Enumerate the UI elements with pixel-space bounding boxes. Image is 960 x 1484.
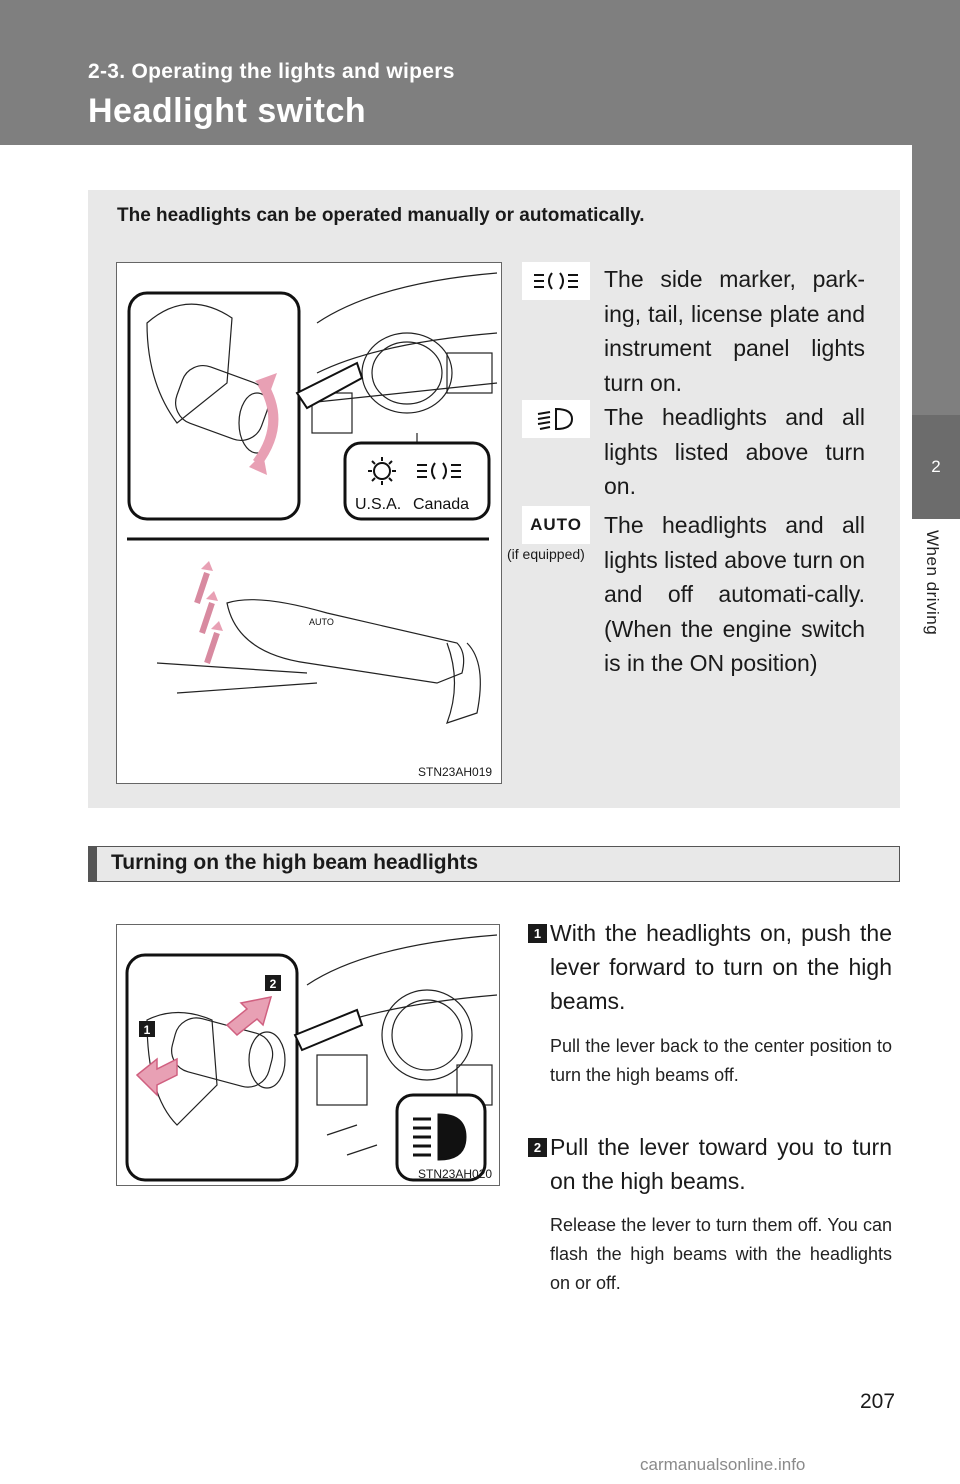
fig-badge-1: 1	[143, 1023, 151, 1037]
if-equipped-note: (if equipped)	[507, 546, 585, 562]
section-heading: 2-3. Operating the lights and wipers	[88, 60, 455, 83]
step-1-text: With the headlights on, push the lever forward to turn on the high beams.	[550, 920, 892, 1014]
auto-icon: AUTO	[522, 506, 590, 544]
step-2-text: Pull the lever toward you to turn on the high beams.	[550, 1134, 892, 1194]
heading-bar	[89, 847, 97, 881]
fig-badge-2: 2	[269, 977, 277, 991]
high-beam-drawing	[117, 925, 499, 1185]
page-number: 207	[860, 1390, 896, 1413]
headlight-switch-illustration	[116, 262, 502, 784]
high-beam-illustration	[116, 924, 500, 1186]
label-canada: Canada	[413, 496, 470, 513]
auto-description: The headlights and all lights listed above turn on and off automati-cally. (When the engine switch is in the ON position)	[604, 512, 865, 676]
step-1-note: Pull the lever back to the center position to turn the high beams off.	[550, 1036, 892, 1085]
figure2-code: STN23AH020	[418, 1167, 493, 1181]
step-1-badge: 1	[528, 924, 547, 943]
chapter-label: When driving	[923, 530, 942, 636]
parking-light-icon	[522, 262, 590, 300]
intro-text: The headlights can be operated manually or automatically.	[117, 205, 645, 226]
label-usa: U.S.A.	[355, 496, 402, 513]
headlight-description: The headlights and all lights listed above turn on.	[604, 404, 865, 499]
watermark: carmanualsonline.info	[640, 1455, 806, 1474]
chapter-tab	[912, 145, 960, 415]
lever-drawing	[117, 263, 501, 783]
step-2-badge: 2	[528, 1138, 547, 1157]
svg-text:AUTO: AUTO	[309, 617, 334, 627]
figure1-code: STN23AH019	[418, 765, 493, 779]
chapter-number: 2	[912, 415, 960, 519]
high-beam-heading-box	[88, 846, 900, 882]
page-title: Headlight switch	[88, 92, 367, 130]
headlight-low-beam-icon	[522, 400, 590, 438]
parking-light-description: The side marker, park-ing, tail, license plate and instrument panel lights turn on.	[604, 266, 865, 396]
high-beam-heading: Turning on the high beam headlights	[111, 851, 479, 874]
step-2-note: Release the lever to turn them off. You can flash the high beams with the headlights on or off.	[550, 1215, 892, 1293]
